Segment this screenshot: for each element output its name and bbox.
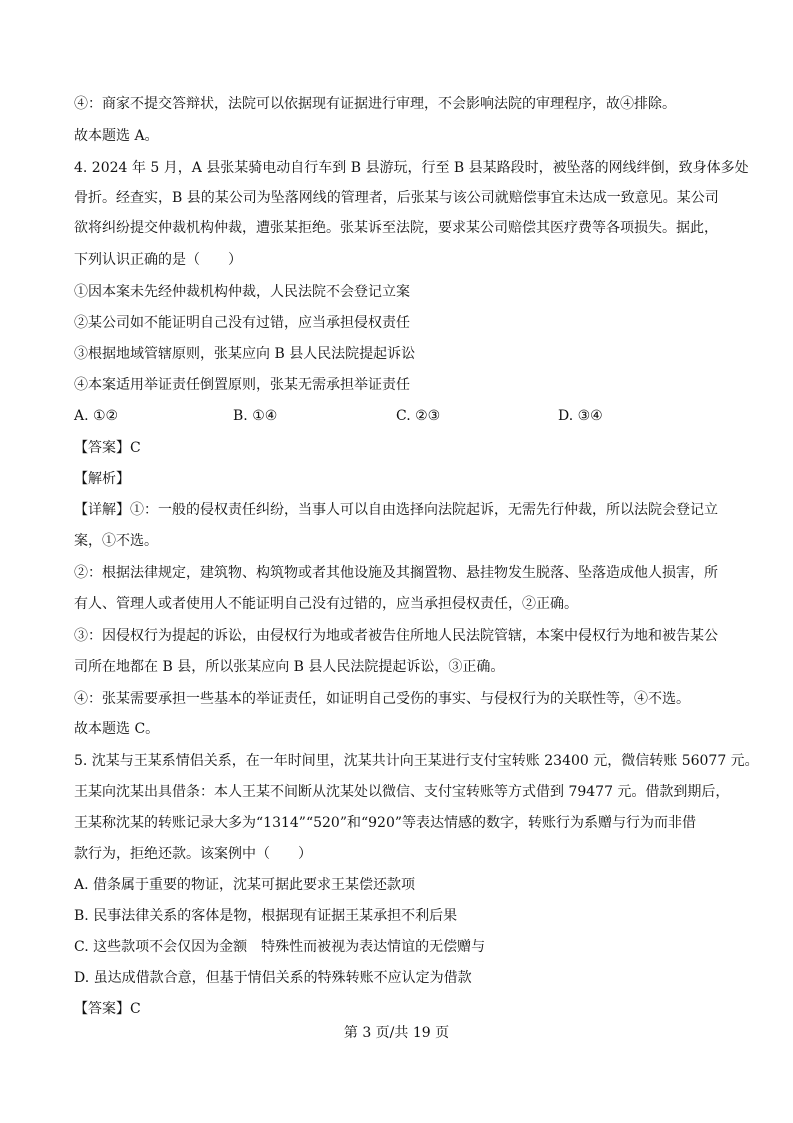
analysis-label: 【解析】 (74, 471, 130, 487)
detail-line: ④：张某需要承担一些基本的举证责任，如证明自己受伤的事实、与侵权行为的关联性等，④不选。 (74, 691, 690, 707)
detail-line: 司所在地都在 B 县，所以张某应向 B 县人民法院提起诉讼，③正确。 (74, 659, 505, 675)
detail-line: ③：因侵权行为提起的诉讼，由侵权行为地或者被告住所地人民法院管辖，本案中侵权行为地和被告某公 (74, 628, 718, 644)
question-4-line: 欲将纠纷提交仲裁机构仲裁，遭张某拒绝。张某诉至法院，要求某公司赔偿其医疗费等各项损失。据此， (74, 220, 718, 236)
question-5-line: 王某向沈某出具借条：本人王某不间断从沈某处以微信、支付宝转账等方式借到 79477 元。借款到期后， (74, 784, 730, 800)
answer-label: 【答案】C (74, 440, 141, 456)
text-line: 故本题选 A。 (74, 128, 159, 144)
question-5-line: 款行为，拒绝还款。该案例中（ ） (74, 846, 312, 862)
detail-line: 【详解】①：一般的侵权责任纠纷，当事人可以自由选择向法院起诉，无需先行仲裁，所以法院会登记立 (74, 502, 718, 518)
detail-line: ②：根据法律规定，建筑物、构筑物或者其他设施及其搁置物、悬挂物发生脱落、坠落造成他人损害，所 (74, 565, 718, 581)
statement-1: ①因本案未先经仲裁机构仲裁，人民法院不会登记立案 (74, 284, 410, 300)
statement-2: ②某公司如不能证明自己没有过错，应当承担侵权责任 (74, 315, 410, 331)
detail-line: 故本题选 C。 (74, 721, 160, 737)
question-4-line: 4. 2024 年 5 月，A 县张某骑电动自行车到 B 县游玩，行至 B 县某路段时，被坠落的网线绊倒，致身体多处 (74, 160, 749, 176)
question-5-option-c: C. 这些款项不会仅因为金额 特殊性而被视为表达情谊的无偿赠与 (74, 939, 486, 955)
question-5-line: 王某称沈某的转账记录大多为“1314”“520”和“920”等表达情感的数字，转账行为系赠与行为而非借 (74, 815, 697, 831)
detail-line: 有人、管理人或者使用人不能证明自己没有过错的，应当承担侵权责任，②正确。 (74, 596, 578, 612)
statement-3: ③根据地域管辖原则，张某应向 B 县人民法院提起诉讼 (74, 346, 416, 362)
answer-label: 【答案】C (74, 1001, 141, 1017)
question-5-line: 5. 沈某与王某系情侣关系，在一年时间里，沈某共计向王某进行支付宝转账 23400 元，微信转账 56077 元。 (74, 753, 759, 769)
question-5-option-d: D. 虽达成借款合意，但基于情侣关系的特殊转账不应认定为借款 (74, 970, 472, 986)
option-d: D. ③④ (558, 408, 603, 424)
page-footer: 第 3 页/共 19 页 (343, 1025, 450, 1041)
question-5-option-a: A. 借条属于重要的物证，沈某可据此要求王某偿还款项 (74, 877, 416, 893)
question-4-line: 下列认识正确的是（ ） (74, 252, 242, 268)
option-b: B. ①④ (233, 408, 278, 424)
text-line: ④：商家不提交答辩状，法院可以依据现有证据进行审理，不会影响法院的审理程序，故④排除。 (74, 96, 676, 112)
statement-4: ④本案适用举证责任倒置原则，张某无需承担举证责任 (74, 377, 410, 393)
question-4-line: 骨折。经查实，B 县的某公司为坠落网线的管理者，后张某与该公司就赔偿事宜未达成一致意见。某公司 (74, 190, 719, 206)
option-a: A. ①② (74, 408, 119, 424)
option-c: C. ②③ (396, 408, 441, 424)
detail-line: 案，①不选。 (74, 533, 158, 549)
answer-options (74, 406, 714, 426)
question-5-option-b: B. 民事法律关系的客体是物，根据现有证据王某承担不利后果 (74, 908, 458, 924)
